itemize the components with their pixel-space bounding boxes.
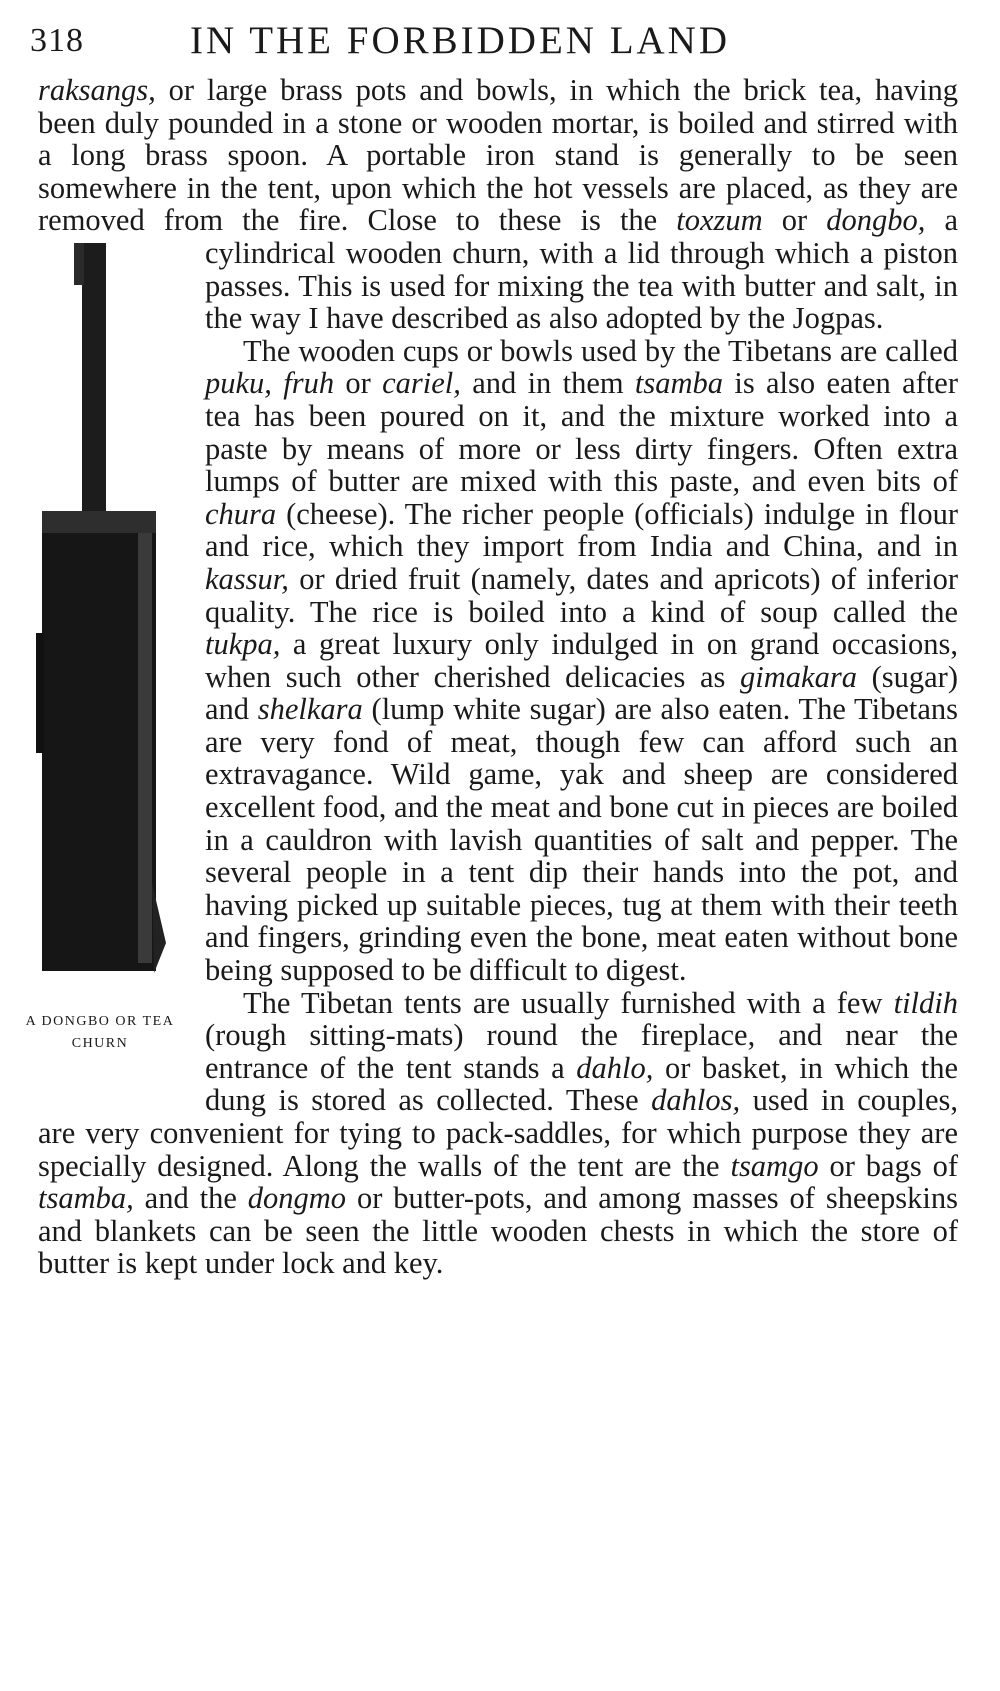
tea-churn-figure [0,243,205,1103]
italic-term: dongmo [247,1181,347,1216]
italic-term: tsamgo [730,1148,819,1183]
italic-term: cariel, [382,366,461,401]
text-run: or large brass pots and bowls, in which the brick tea, having been duly pounded in a stone or wooden mortar, is boiled and stirred with a long brass spoon. A portable iron stand is generally to be seen somewhere in the tent, upon which the hot vessels are placed, as they are removed from the fire. Close to these is the [38,73,958,238]
italic-term: dahlos, [651,1083,741,1118]
text-run: (sugar) and [205,659,958,727]
running-title: IN THE FORBIDDEN LAND [190,19,731,62]
text-run: or bags of [818,1148,958,1183]
italic-term: shelkara [257,692,363,727]
italic-term: puku, fruh [205,366,335,401]
text-run: and in them [460,366,635,401]
italic-term: dahlo, [576,1050,654,1085]
text-run: a great luxury only indulged in on grand occasions, when such other cherished delicacies as [205,627,958,694]
italic-term: tildih [893,985,958,1020]
caption-line-1: A DONGBO OR TEA [25,1013,175,1029]
italic-term: toxzum [676,203,763,238]
text-run: or [762,203,827,238]
page-header [30,14,960,68]
text-run: The Tibetan tents are usually furnished with a few [243,985,894,1020]
text-run: (lump white sugar) are also eaten. The Tibetans are very fond of meat, though few can afford such an extravagance. Wild game, yak and sheep are considered excellent food, and the meat and bone cut in pieces are boiled in a cauldron with lavish quantities of salt and pepper. The several people in a tent dip their hands into the pot, and having picked up suitable pieces, tug at them with their teeth and fingers, grinding even the bone, meat eaten without bone being supposed to be difficult to digest. [205,692,958,988]
italic-term: kassur, [205,561,289,596]
text-run: (cheese). The richer people (officials) indulge in flour and rice, which they import from India and China, and in [205,496,958,564]
page-number: 318 [30,22,84,59]
text-run: or basket, in which the dung is stored as collected. These [205,1050,958,1118]
text-run: and the [133,1181,248,1216]
text-run: or [334,366,383,401]
text-run: a cylindrical wooden churn, with a lid through which a piston passes. This is used for mixing the tea with butter and salt, in the way I have described as also adopted by the Jogpas. [205,203,958,336]
italic-term: tsamba, [38,1181,134,1216]
text-run: (rough sitting-mats) round the fireplace, and near the entrance of the tent stands a [205,1018,958,1085]
caption-line-2: CHURN [71,1035,129,1051]
italic-term: gimakara [740,659,857,694]
italic-term: raksangs, [38,73,156,107]
text-run: is also eaten after tea has been poured on it, and the mixture worked into a paste by means of more or less dirty fingers. Often extra lumps of butter are mixed with this paste, and even bits of [205,366,958,499]
italic-term: tukpa, [205,627,281,662]
text-run: or dried fruit (namely, dates and apricots) of inferior quality. The rice is boiled into a kind of soup called the [205,561,958,629]
body-text [25,73,958,1281]
italic-term: chura [205,496,277,531]
text-run: or butter-pots, and among masses of sheepskins and blankets can be seen the little wooden chests in which the store of butter is kept under lock and key. [38,1181,958,1281]
italic-term: dongbo, [826,203,926,238]
italic-term: tsamba [634,366,724,401]
tea-churn-illustration-icon [26,243,186,1003]
text-run: used in couples, are very convenient for tying to pack-saddles, for which purpose they are specially designed. Along the walls of the tent are the [38,1083,958,1183]
figure-caption [0,1011,200,1055]
text-run: The wooden cups or bowls used by the Tibetans are called [243,333,958,368]
